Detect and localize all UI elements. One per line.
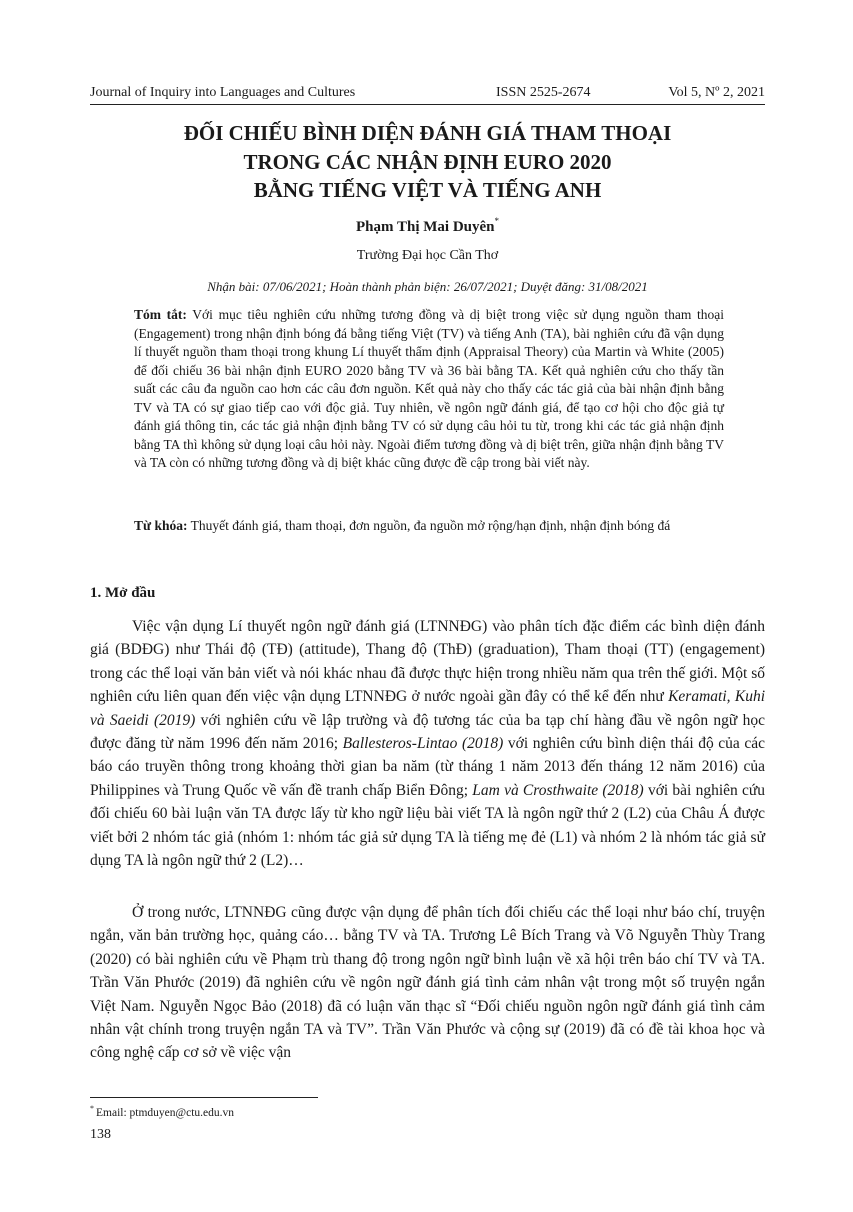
author-footnote-mark: * (494, 216, 499, 226)
affiliation: Trường Đại học Cần Thơ (356, 248, 499, 263)
author-name: Phạm Thị Mai Duyên (356, 219, 495, 235)
footnote-mark: * (90, 1104, 94, 1113)
citation: Keramati, Kuhi và Saeidi (2019) (90, 688, 765, 729)
para-text: Việc vận dụng Lí thuyết ngôn ngữ đánh giá (LTNNĐG) vào phân tích đặc điểm các bình diện đánh giá (BDĐG) như Thái độ (TĐ) (attitude), Thang độ (ThĐ) (graduation), Tham thoại (TT) (engagement) trong các thể loại văn bản viết và nói khác nhau đã được thực hiện trong nhiều năm qua trên thế giới. Một số nghiên cứu liên quan đến việc vận dụng LTNNĐG ở nước ngoài gần đây có thể kể đến như (90, 618, 765, 706)
title-line: TRONG CÁC NHẬN ĐỊNH EURO 2020 (243, 149, 612, 174)
para-text: với nghiên cứu bình diện thái độ của các báo cáo truyền thông trong khoảng thời gian ba năm (từ tháng 1 năm 2013 đến tháng 12 năm 2016) của Philippines và Trung Quốc về vấn đề tranh chấp Biển Đông; (90, 735, 765, 799)
keywords (134, 517, 724, 536)
issn: ISSN 2525-2674 (496, 85, 591, 100)
footnote (90, 1104, 234, 1119)
section-heading: 1. Mở đầu (90, 585, 156, 601)
volume-info: Vol 5, Nº 2, 2021 (668, 85, 765, 100)
abstract (134, 306, 724, 473)
paper-title (90, 119, 765, 205)
para-text: với nghiên cứu về lập trường và độ tương tác của ba tạp chí hàng đầu về ngôn ngữ học được đăng từ năm 1996 đến năm 2016; (90, 711, 766, 753)
abstract-text: Với mục tiêu nghiên cứu những tương đồng và dị biệt trong việc sử dụng nguồn tham thoại (Engagement) trong nhận định bóng đá bằng tiếng Việt (TV) và tiếng Anh (TA), bài nghiên cứu đã vận dụng lí thuyết nguồn tham thoại trong khung Lí thuyết thẩm định (Appraisal Theory) của Martin và White (2005) để đối chiếu 36 bài nhận định EURO 2020 bằng TV và 36 bài bằng TA. Kết quả nghiên cứu cho thấy tần suất các câu đa nguồn cao hơn các câu đơn nguồn. Kết quả này cho thấy các tác giả của bài nhận định bằng TV và TA có sự giao tiếp cao với độc giả. Tuy nhiên, về ngôn ngữ đánh giá, để tạo cơ hội cho độc giả tự đánh giá thông tin, các tác giả nhận định bằng TV có sử dụng câu hỏi tu từ, trong khi các tác giả nhận định bằng TA thì không sử dụng loại câu hỏi này. Ngoài điểm tương đồng và dị biệt trên, giữa nhận định bằng TV và TA còn có những tương đồng và dị biệt khác cũng được đề cập trong bài viết này. (134, 307, 724, 470)
footnote-email: Email: ptmduyen@ctu.edu.vn (96, 1107, 235, 1119)
citation: Ballesteros-Lintao (2018) (342, 735, 504, 753)
citation: Lam và Crosthwaite (2018) (472, 781, 644, 799)
keywords-text: Thuyết đánh giá, tham thoại, đơn nguồn, đa nguồn mở rộng/hạn định, nhận định bóng đá (190, 518, 671, 533)
running-header (90, 84, 765, 105)
keywords-label: Từ khóa: (134, 518, 188, 533)
body-paragraph (90, 615, 765, 872)
body-paragraph: Ở trong nước, LTNNĐG cũng được vận dụng để phân tích đối chiếu các thể loại như báo chí, truyện ngắn, văn bản trường học, quảng cáo… bằng TV và TA. Trương Lê Bích Trang và Võ Nguyễn Thùy Trang (2020) có bài nghiên cứu về Phạm trù thang độ trong ngôn ngữ bình luận về xã hội trên báo chí TV và TA. Trần Văn Phước (2019) đã nghiên cứu về ngôn ngữ đánh giá tình cảm nhân vật trong một số truyện ngắn Việt Nam. Nguyễn Ngọc Bảo (2018) đã có luận văn thạc sĩ “Đối chiếu nguồn ngôn ngữ đánh giá tình cảm nhân vật chính trong truyện ngắn TA và TV”. Trần Văn Phước và cộng sự (2019) đã có đề tài khoa học và công nghệ cấp cơ sở về việc vận (90, 904, 765, 1062)
abstract-label: Tóm tắt: (134, 307, 187, 322)
page-number: 138 (90, 1127, 111, 1142)
author (90, 216, 765, 236)
title-line: BẰNG TIẾNG VIỆT VÀ TIẾNG ANH (253, 178, 602, 202)
title-line: ĐỐI CHIẾU BÌNH DIỆN ĐÁNH GIÁ THAM THOẠI (183, 121, 672, 145)
journal-name: Journal of Inquiry into Languages and Cultures (90, 85, 356, 100)
submission-dates: Nhận bài: 07/06/2021; Hoàn thành phản biện: 26/07/2021; Duyệt đăng: 31/08/2021 (207, 279, 648, 294)
footnote-divider (90, 1097, 318, 1098)
para-text: với bài nghiên cứu đối chiếu 60 bài luận văn TA được lấy từ kho ngữ liệu bài viết TA là ngôn ngữ thứ 2 (L2) của Châu Á được viết bởi 2 nhóm tác giả (nhóm 1: nhóm tác giả sử dụng TA là tiếng mẹ đẻ (L1) và nhóm 2 là nhóm tác giả sử dụng TA là ngôn ngữ thứ 2 (L2)… (90, 781, 766, 870)
